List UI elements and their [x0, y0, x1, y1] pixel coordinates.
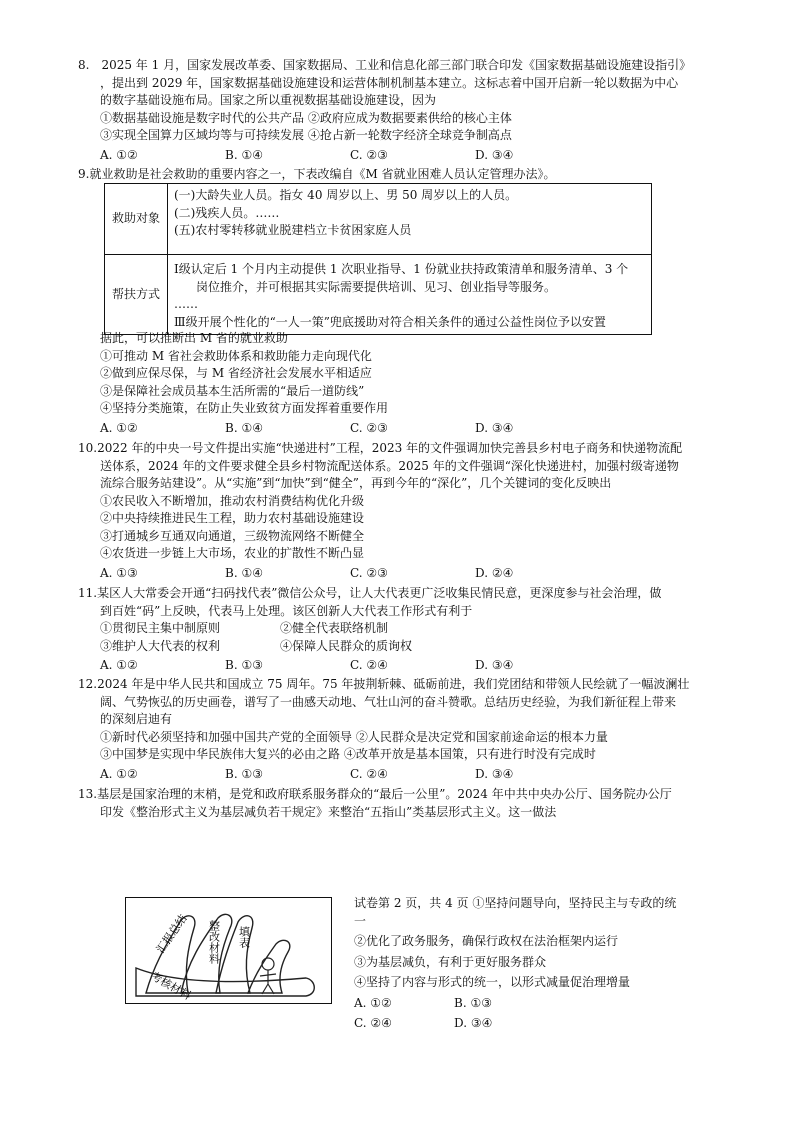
- q13-line: 13.基层是国家治理的末梢，是党和政府联系服务群众的“最后一公里”。2024 年中共中央办公厅、国务院办公厅: [78, 787, 672, 801]
- option-d[interactable]: D. ③④: [475, 766, 514, 781]
- q10-line: ④农货进一步链上大市场，农业的扩散性不断凸显: [100, 546, 365, 560]
- q11-line: 11.某区人大常委会开通“扫码找代表”微信公众号，让人大代表更广泛收集民情民意，更深度参与社会治理，做: [78, 586, 662, 600]
- q9-line: 据此，可以推断出 M 省的就业救助: [100, 331, 288, 345]
- q11-line: 到百姓“码”上反映，代表马上处理。该区创新人大代表工作形式有利于: [100, 603, 473, 618]
- option-b[interactable]: B. ①③: [454, 995, 492, 1010]
- q9-options: [100, 420, 740, 438]
- table-row: [105, 255, 652, 335]
- q13-line: 印发《整治形式主义为基层减负若干规定》来整治“五指山”类基层形式主义。这一做法: [100, 804, 557, 819]
- q10-line: ①农民收入不断增加，推动农村消费结构优化升级: [100, 493, 365, 508]
- q13-right-line: ③为基层减负，有利于更好服务群众: [354, 954, 547, 969]
- option-c[interactable]: C. ②③: [350, 420, 388, 435]
- q8-line: ，提出到 2029 年，国家数据基础设施建设和运营体制机制基本建立。这标志着中国开启新一轮以数据为中心: [100, 75, 679, 90]
- q10-line: ②中央持续推进民生工程，助力农村基础设施建设: [100, 511, 365, 525]
- option-d[interactable]: D. ②④: [475, 565, 514, 580]
- q9-line: ④坚持分类施策，在防止失业致贫方面发挥着重要作用: [100, 401, 389, 415]
- option-b[interactable]: B. ①③: [225, 766, 263, 781]
- option-a[interactable]: A. ①②: [354, 995, 392, 1010]
- question-11: [78, 585, 718, 675]
- cartoon-label: 考核材料: [148, 969, 194, 1003]
- option-d[interactable]: D. ③④: [475, 658, 514, 672]
- table-cell: [168, 255, 652, 335]
- question-9-body: [100, 330, 740, 437]
- option-a[interactable]: A. ①②: [100, 766, 138, 781]
- q13-right-line: ④坚持了内容与形式的统一，以形式减量促治理增量: [354, 975, 631, 989]
- q9-line: ②做到应保尽保，与 M 省经济社会发展水平相适应: [100, 366, 372, 380]
- q10-line: 流综合服务站建设”。从“实施”到“加快”到“健全”，再到今年的“深化”，几个关键词的变化反映出: [100, 476, 612, 490]
- cartoon-label: 汇报总结: [153, 912, 190, 956]
- q12-line: 的深刻启迪有: [100, 712, 173, 726]
- q13-right-line: 一: [354, 913, 367, 928]
- option-a[interactable]: A. ①②: [100, 420, 138, 435]
- q12-line: 12.2024 年是中华人民共和国成立 75 周年。75 年披荆斩棘、砥砺前进，我们党团结和带领人民绘就了一幅波澜壮: [78, 677, 690, 691]
- q13-right-line: 试卷第 2 页，共 4 页 ①坚持问题导向，坚持民主与专政的统: [354, 896, 677, 910]
- table-header-cell: 帮扶方式: [105, 255, 168, 335]
- q8-options: [78, 147, 718, 165]
- option-b[interactable]: B. ①④: [225, 147, 263, 162]
- option-d[interactable]: D. ③④: [475, 147, 514, 162]
- table-line: Ⅲ级开展个性化的“一人一策”兜底援助对符合相关条件的通过公益性岗位予以安置: [174, 314, 606, 329]
- option-a[interactable]: A. ①③: [100, 565, 138, 580]
- question-12: [78, 676, 718, 783]
- q10-line: 送体系，2024 年的文件要求健全县乡村物流配送体系。2025 年的文件强调“深化快递进村，加强村级寄递物: [100, 458, 679, 473]
- question-10: [78, 440, 718, 582]
- option-c[interactable]: C. ②④: [350, 658, 388, 672]
- option-d[interactable]: D. ③④: [454, 1016, 493, 1030]
- option-b[interactable]: B. ①④: [225, 420, 263, 435]
- option-d[interactable]: D. ③④: [475, 420, 514, 435]
- q10-line: ③打通城乡互通双向通道，三级物流网络不断健全: [100, 528, 365, 543]
- q13-options-row: [354, 1015, 734, 1033]
- option-c[interactable]: C. ②④: [354, 1016, 392, 1030]
- q12-line: ①新时代必须坚持和加强中国共产党的全面领导 ②人民群众是决定党和国家前途命运的根本力量: [100, 729, 608, 744]
- q13-options-row: [354, 995, 734, 1013]
- q13-right-line: ②优化了政务服务，确保行政权在法治框架内运行: [354, 934, 619, 948]
- q11-item: ①贯彻民主集中制原则: [100, 621, 221, 635]
- table-header-cell: 救助对象: [105, 184, 168, 255]
- q8-line: ③实现全国算力区域均等与可持续发展 ④抢占新一轮数字经济全球竞争制高点: [100, 128, 512, 142]
- option-b[interactable]: B. ①④: [225, 565, 263, 580]
- option-c[interactable]: C. ②③: [350, 147, 388, 162]
- option-c[interactable]: C. ②③: [350, 565, 388, 580]
- q11-options: [78, 657, 718, 675]
- question-13: [78, 786, 718, 821]
- option-a[interactable]: A. ①②: [100, 658, 138, 672]
- option-b[interactable]: B. ①③: [225, 658, 263, 672]
- cartoon-label: 整改材料: [207, 920, 221, 964]
- question-8: [78, 57, 718, 164]
- q9-line: ①可推动 M 省社会救助体系和救助能力走向现代化: [100, 348, 372, 363]
- cartoon-drawing: [126, 898, 331, 1003]
- q8-line: ①数据基础设施是数字时代的公共产品 ②政府应成为数据要素供给的核心主体: [100, 110, 512, 125]
- option-a[interactable]: A. ①②: [100, 147, 138, 162]
- q10-options: [78, 565, 718, 583]
- q9-line: ③是保障社会成员基本生活所需的“最后一道防线”: [100, 383, 365, 398]
- q11-item: ④保障人民群众的质询权: [280, 638, 413, 653]
- q10-line: 10.2022 年的中央一号文件提出实施“快递进村”工程，2023 年的文件强调加快完善县乡村电子商务和快递物流配: [78, 441, 683, 455]
- q12-line: 阔、气势恢弘的历史画卷，谱写了一曲感天动地、气壮山河的奋斗赞歌。总结历史经验，为我们新征程上带来: [100, 694, 677, 709]
- q8-line: 8. 2025 年 1 月，国家发展改革委、国家数据局、工业和信息化部三部门联合印发《国家数据基础设施建设指引》: [78, 58, 692, 72]
- question-13-choices: [354, 895, 734, 1033]
- q12-line: ③中国梦是实现中华民族伟大复兴的必由之路 ④改革开放是基本国策，只有进行时没有完成时: [100, 747, 596, 761]
- table-line: 岗位推介，并可根据其实际需要提供培训、见习、创业指导等服务。: [196, 279, 557, 294]
- q8-line: 的数字基础设施布局。国家之所以重视数据基础设施建设，因为: [100, 93, 437, 107]
- q11-item: ③维护人大代表的权利: [100, 638, 221, 653]
- table-line: Ⅰ级认定后 1 个月内主动提供 1 次职业指导、1 份就业扶持政策清单和服务清单、3 个: [174, 262, 629, 276]
- table-line: (五)农村零转移就业脱建档立卡贫困家庭人员: [174, 223, 412, 237]
- table-row: [105, 184, 652, 255]
- option-c[interactable]: C. ②④: [350, 766, 388, 781]
- q12-options: [78, 766, 718, 784]
- q11-items-row: [78, 620, 718, 638]
- q11-items-row: [78, 638, 718, 656]
- q11-item: ②健全代表联络机制: [280, 621, 389, 635]
- table-cell: [168, 184, 652, 255]
- question-9: [78, 166, 718, 184]
- assistance-table: [104, 183, 652, 335]
- table-line: ……: [174, 297, 198, 311]
- table-line: (二)残疾人员。……: [174, 205, 280, 220]
- five-fingers-cartoon: [125, 897, 332, 1004]
- q9-stem: 9.就业救助是社会救助的重要内容之一，下表改编自《M 省就业困难人员认定管理办法》。: [78, 167, 556, 181]
- cartoon-label: 填表: [237, 926, 251, 948]
- table-line: (一)大龄失业人员。指女 40 周岁以上、男 50 周岁以上的人员。: [174, 188, 518, 202]
